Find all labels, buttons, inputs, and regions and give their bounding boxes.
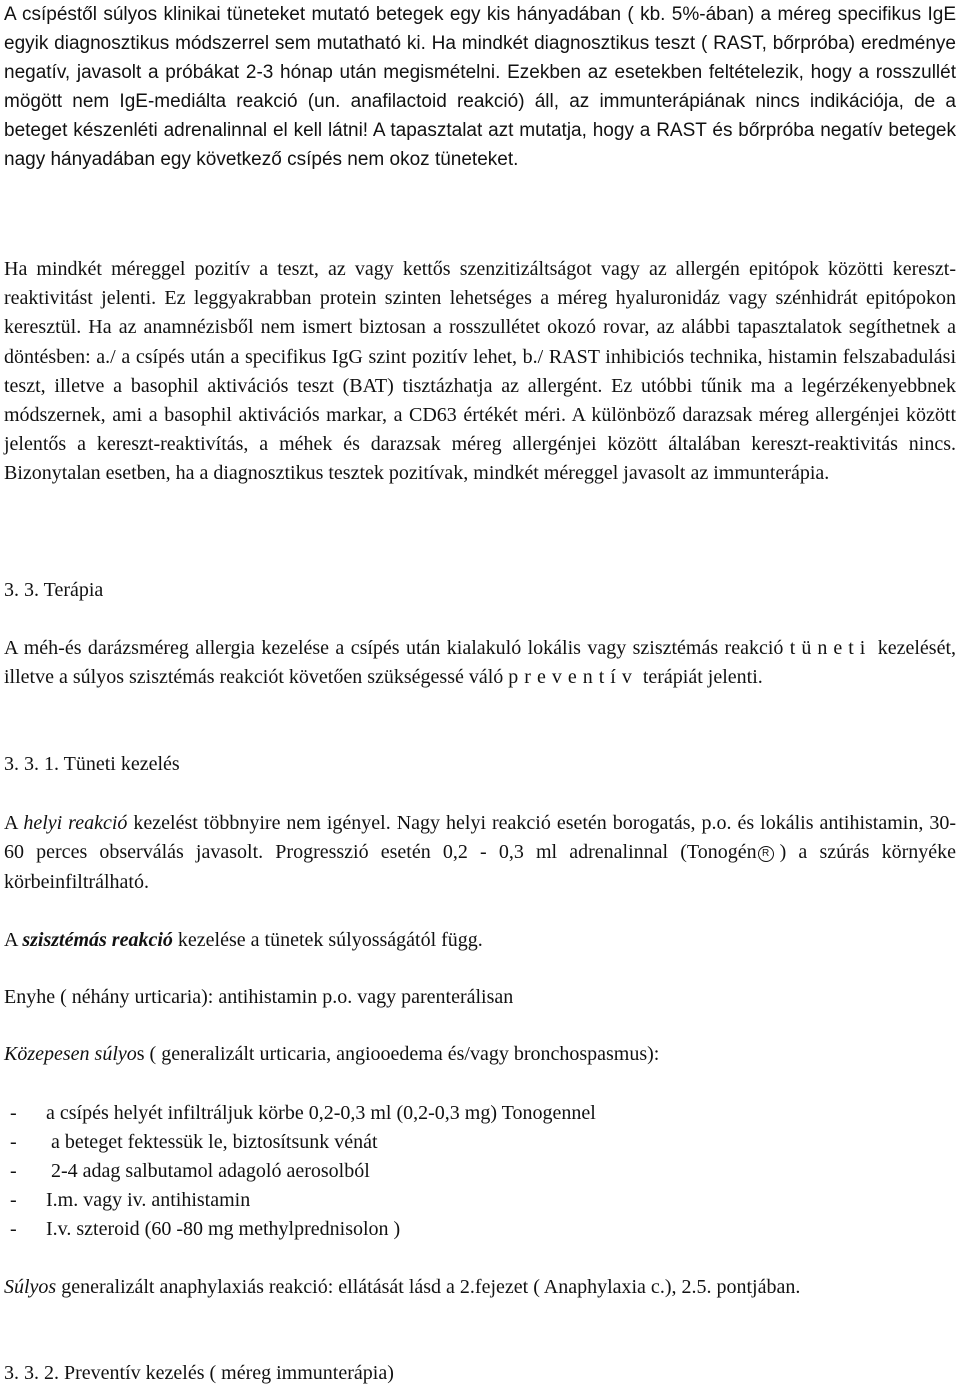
dash-marker: - xyxy=(10,1189,17,1211)
heading-preventive-treatment: 3. 3. 2. Preventív kezelés ( méreg immunterápia) xyxy=(4,1362,394,1384)
list-item: - I.m. vagy iv. antihistamin xyxy=(4,1186,250,1215)
paragraph-local-reaction: A helyi reakció kezelést többnyire nem igényel. Nagy helyi reakció esetén borogatás, p.o. és lokális antihistamin, 30-60 perces observálás javasolt. Progresszió esetén 0,2 - 0,3 ml adrenalinnal (Tonogén R ) a szúrás környéke körbeinfiltrálható. xyxy=(4,812,956,893)
paragraph-no-ige-text: A csípéstől súlyos klinikai tüneteket mutató betegek egy kis hányadában ( kb. 5%-ában) a méreg specifikus IgE egyik diagnosztikus módszerrel sem mutatható ki. Ha mindkét diagnosztikus teszt ( RAST, bőrpróba) eredménye negatív, javasolt a próbákat 2-3 hónap után megismételni. Ezekben az esetekben feltételezik, hogy a rosszullét mögött nem IgE-mediálta reakció (un. anafilactoid reakció) áll, az immunterápiának nincs indikációja, de a beteget készenléti adrenalinnal el kell látni! A tapasztalat azt mutatja, hogy a RAST és bőrpróba negatív betegek nagy hányadában egy következő csípés nem okoz tüneteket. xyxy=(4,4,956,170)
paragraph-moderate: Közepesen súlyos ( generalizált urticaria, angiooedema és/vagy bronchospasmus): xyxy=(4,1043,660,1065)
paragraph-no-ige-findings xyxy=(4,0,956,174)
list-item: - I.v. szteroid (60 -80 mg methylprednisolon ) xyxy=(4,1215,400,1244)
heading-therapy: 3. 3. Terápia xyxy=(4,579,104,601)
list-item: - a csípés helyét infiltráljuk körbe 0,2-0,3 ml (0,2-0,3 mg) Tonogennel xyxy=(4,1099,596,1128)
spaced-word-tuneti: tüneti xyxy=(789,637,872,659)
emphasis-severe: Súlyos xyxy=(4,1276,57,1298)
registered-mark-icon: R xyxy=(758,846,774,862)
list-item: - 2-4 adag salbutamol adagoló aerosolból xyxy=(4,1157,370,1186)
dash-marker: - xyxy=(10,1160,17,1182)
dash-marker: - xyxy=(10,1131,17,1153)
spaced-word-preventiv: preventív xyxy=(508,666,638,689)
dash-marker: - xyxy=(10,1102,17,1124)
emphasis-systemic-reaction: szisztémás reakció xyxy=(22,929,173,951)
emphasis-local-reaction: helyi reakció xyxy=(23,812,128,834)
paragraph-severe: Súlyos generalizált anaphylaxiás reakció: ellátását lásd a 2.fejezet ( Anaphylaxia c.), 2.5. pontjában. xyxy=(4,1276,801,1298)
heading-symptomatic-treatment: 3. 3. 1. Tüneti kezelés xyxy=(4,753,180,775)
dash-marker: - xyxy=(10,1218,17,1240)
list-item: - a beteget fektessük le, biztosítsunk vénát xyxy=(4,1128,378,1157)
paragraph-double-positive: Ha mindkét méreggel pozitív a teszt, az vagy kettős szenzitizáltságot vagy az allergén epitópok közötti kereszt-reaktivitást jelenti. Ez leggyakrabban protein szinten lehetséges a méreg hyaluronidáz vagy szénhidrát epitópokon keresztül. Ha az anamnézisből nem ismert biztosan a rosszullétet okozó rovar, az alábbi tapasztalatok segíthetnek a döntésben: a./ a csípés után a specifikus IgG szint pozitív lehet, b./ RAST inhibiciós technika, histamin felszabadulási teszt, illetve a basophil aktivációs teszt (BAT) tisztázhatja az allergént. Ez utóbbi tűnik ma a legérzékenyebbnek módszernek, ami a basophil aktivációs markar, a CD63 értékét méri. A különböző darazsak méreg allergénjei között jelentős a kereszt-reaktivítás, a méhek és darazsak méreg allergénjei között általában kereszt-reaktivitás nincs. Bizonytalan esetben, ha a diagnosztikus tesztek pozitívak, mindkét méreggel javasolt az immunterápia. xyxy=(4,258,956,485)
paragraph-therapy-intro: A méh-és darázsméreg allergia kezelése a csípés után kialakuló lokális vagy szisztémás reakció tüneti kezelését, illetve a súlyos szisztémás reakciót követően szükségessé váló preventív terápiát jelenti. xyxy=(4,637,957,689)
paragraph-systemic-reaction: A szisztémás reakció kezelése a tünetek súlyosságától függ. xyxy=(4,929,483,951)
paragraph-mild: Enyhe ( néhány urticaria): antihistamin p.o. vagy parenterálisan xyxy=(4,986,514,1008)
emphasis-moderate: Közepesen súlyo xyxy=(4,1043,137,1065)
